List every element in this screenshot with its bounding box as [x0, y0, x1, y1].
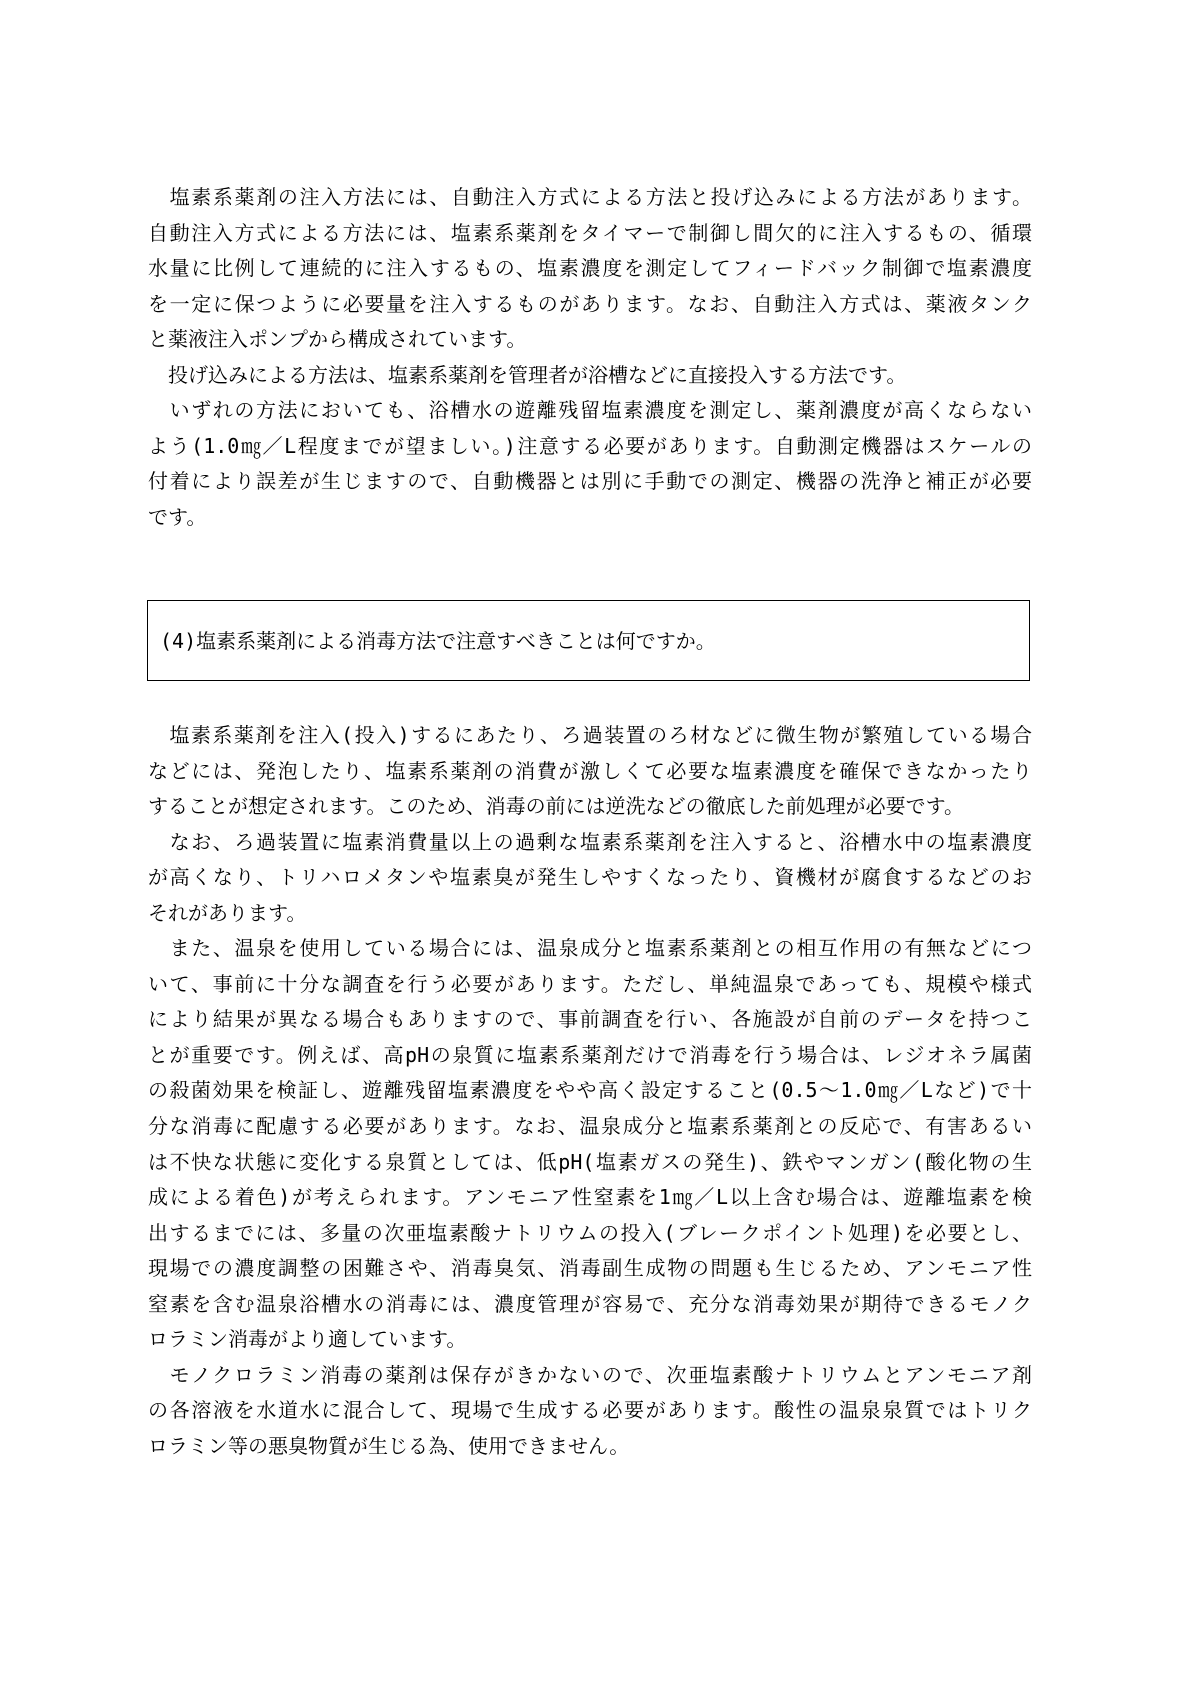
paragraph — [148, 180, 1032, 358]
text-line: いずれの方法においても、浴槽水の遊離残留塩素濃度を測定し、薬剤濃度が高くならない — [148, 398, 1032, 423]
body-text-section-2 — [148, 718, 1032, 1464]
question-heading: (4)塩素系薬剤による消毒方法で注意すべきことは何ですか。 — [160, 629, 716, 653]
text-line: 現場での濃度調整の困難さや、消毒臭気、消毒副生成物の問題も生じるため、アンモニア性 — [148, 1256, 1032, 1281]
text-line: と薬液注入ポンプから構成されています。 — [148, 327, 527, 352]
text-line: それがあります。 — [148, 900, 307, 925]
text-line: することが想定されます。このため、消毒の前には逆洗などの徹底した前処理が必要です。 — [148, 794, 964, 819]
text-line: の各溶液を水道水に混合して、現場で生成する必要があります。酸性の温泉泉質ではトリク — [148, 1398, 1032, 1423]
text-line: の殺菌効果を検証し、遊離残留塩素濃度をやや高く設定すること(0.5～1.0㎎／Lなど)で十 — [148, 1078, 1032, 1103]
text-line: 出するまでには、多量の次亜塩素酸ナトリウムの投入(ブレークポイント処理)を必要とし、 — [148, 1220, 1032, 1245]
text-line: モノクロラミン消毒の薬剤は保存がきかないので、次亜塩素酸ナトリウムとアンモニア剤 — [148, 1362, 1032, 1387]
text-line: は不快な状態に変化する泉質としては、低pH(塩素ガスの発生)、鉄やマンガン(酸化物の生 — [148, 1149, 1032, 1174]
text-line: 塩素系薬剤の注入方法には、自動注入方式による方法と投げ込みによる方法があります。 — [148, 185, 1032, 209]
text-line: よう(1.0㎎／L程度までが望ましい。)注意する必要があります。自動測定機器はスケールの — [148, 433, 1032, 458]
paragraph — [148, 931, 1032, 1358]
body-text-section-1 — [148, 180, 1032, 535]
text-line: 投げ込みによる方法は、塩素系薬剤を管理者が浴槽などに直接投入する方法です。 — [148, 362, 907, 387]
text-line: なお、ろ過装置に塩素消費量以上の過剰な塩素系薬剤を注入すると、浴槽水中の塩素濃度 — [148, 829, 1032, 854]
paragraph — [148, 358, 1032, 394]
text-line: が高くなり、トリハロメタンや塩素臭が発生しやすくなったり、資機材が腐食するなどのお — [148, 865, 1032, 890]
text-line: 分な消毒に配慮する必要があります。なお、温泉成分と塩素系薬剤との反応で、有害あるい — [148, 1114, 1032, 1139]
text-line: を一定に保つように必要量を注入するものがあります。なお、自動注入方式は、薬液タンク — [148, 291, 1032, 316]
text-line: いて、事前に十分な調査を行う必要があります。ただし、単純温泉であっても、規模や様式 — [148, 971, 1032, 996]
text-line: です。 — [148, 504, 207, 529]
text-line: などには、発泡したり、塩素系薬剤の消費が激しくて必要な塩素濃度を確保できなかったり — [148, 758, 1032, 783]
text-line: ロラミン等の悪臭物質が生じる為、使用できません。 — [148, 1433, 630, 1458]
text-line: ロラミン消毒がより適しています。 — [148, 1327, 467, 1352]
paragraph — [148, 393, 1032, 535]
text-line: 付着により誤差が生じますので、自動機器とは別に手動での測定、機器の洗浄と補正が必要 — [148, 469, 1032, 494]
text-line: とが重要です。例えば、高pHの泉質に塩素系薬剤だけで消毒を行う場合は、レジオネラ属菌 — [148, 1042, 1032, 1067]
text-line: また、温泉を使用している場合には、温泉成分と塩素系薬剤との相互作用の有無などにつ — [148, 936, 1032, 961]
paragraph — [148, 718, 1032, 825]
text-line: により結果が異なる場合もありますので、事前調査を行い、各施設が自前のデータを持つこ — [148, 1007, 1032, 1032]
text-line: 成による着色)が考えられます。アンモニア性窒素を1㎎／L以上含む場合は、遊離塩素を検 — [148, 1185, 1032, 1210]
text-line: 窒素を含む温泉浴槽水の消毒には、濃度管理が容易で、充分な消毒効果が期待できるモノク — [148, 1291, 1032, 1316]
text-line: 自動注入方式による方法には、塩素系薬剤をタイマーで制御し間欠的に注入するもの、循環 — [148, 220, 1032, 245]
paragraph — [148, 1358, 1032, 1465]
paragraph — [148, 825, 1032, 932]
text-line: 塩素系薬剤を注入(投入)するにあたり、ろ過装置のろ材などに微生物が繁殖している場合 — [148, 723, 1032, 747]
question-box — [147, 600, 1030, 681]
text-line: 水量に比例して連続的に注入するもの、塩素濃度を測定してフィードバック制御で塩素濃度 — [148, 256, 1032, 281]
